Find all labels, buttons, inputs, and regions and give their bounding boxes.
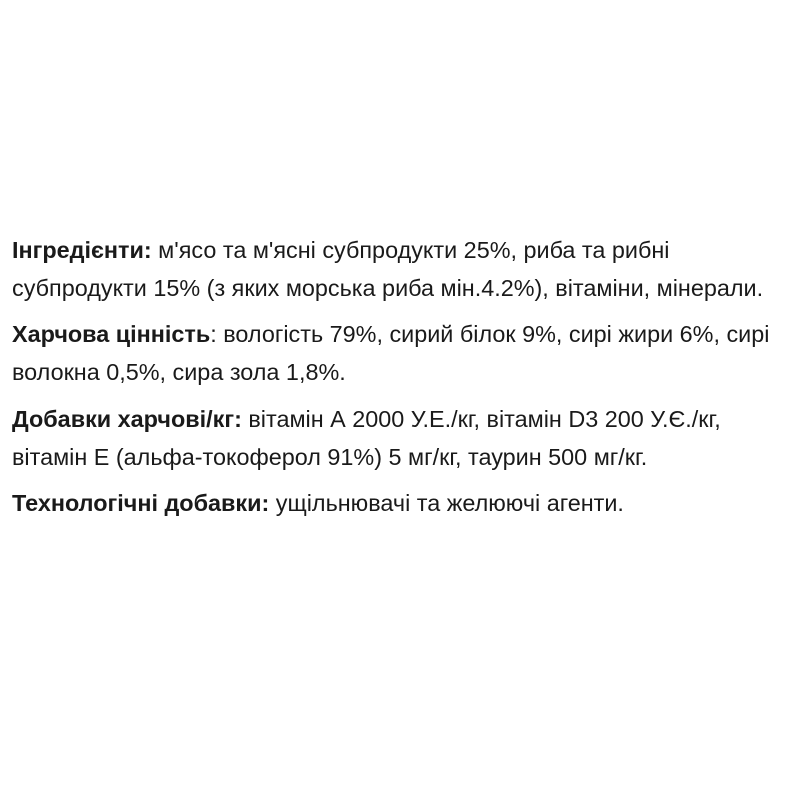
ingredients-label: Інгредієнти: xyxy=(12,237,152,263)
technological-additives-paragraph xyxy=(12,485,788,523)
nutrition-paragraph xyxy=(12,316,788,391)
ingredients-text: м'ясо та м'ясні субпродукти 25%, риба та рибні субпродукти 15% (з яких морська риба мін.4.2%), вітаміни, мінерали. xyxy=(12,237,764,301)
additives-paragraph xyxy=(12,401,788,476)
nutrition-label: Харчова цінність xyxy=(12,321,211,348)
ingredients-paragraph xyxy=(12,232,788,307)
nutrition-text: : вологість 79%, сирий білок 9%, сирі жири 6%, сирі волокна 0,5%, сира зола 1,8%. xyxy=(12,321,770,386)
additives-text: вітамін А 2000 У.Е./кг, вітамін D3 200 У.Є./кг, вітамін Е (альфа-токоферол 91%) 5 мг/кг, таурин 500 мг/кг. xyxy=(12,405,721,470)
technological-additives-text: ущільнювачі та желюючі агенти. xyxy=(269,490,624,517)
technological-additives-label: Технологічні добавки: xyxy=(12,490,270,517)
product-description xyxy=(12,232,788,532)
additives-label: Добавки харчові/кг: xyxy=(12,405,242,432)
